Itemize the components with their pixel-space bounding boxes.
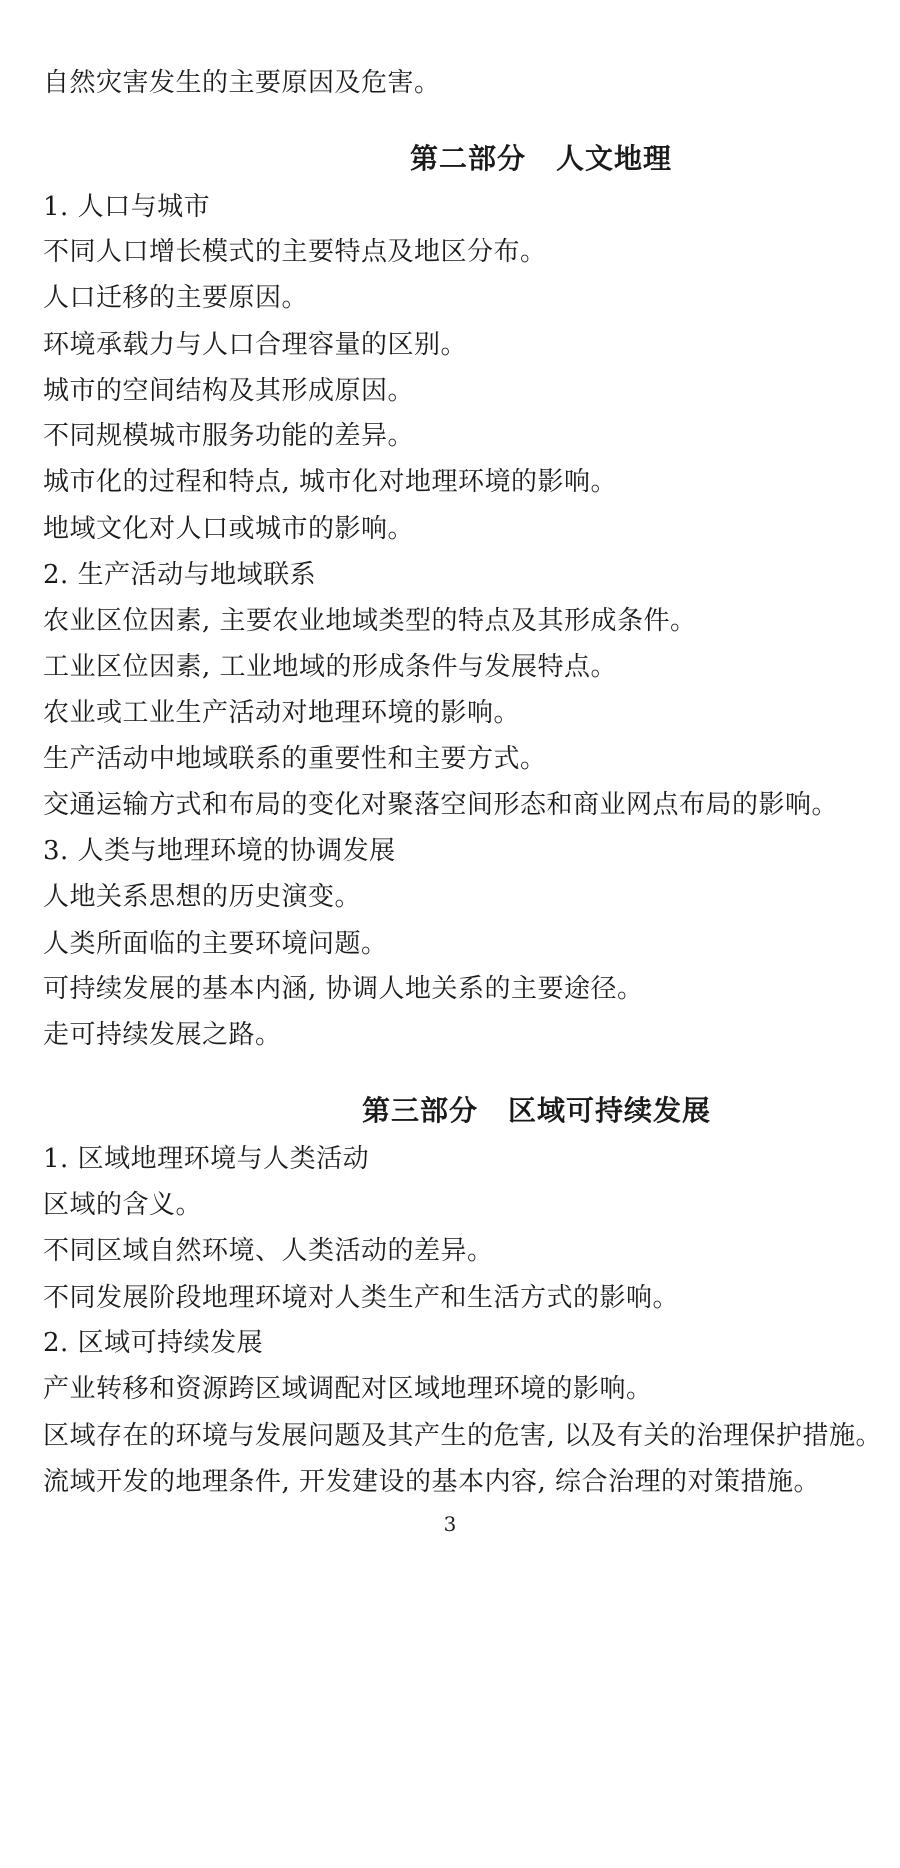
text-line: 人地关系思想的历史演变。 [43,882,362,912]
subsection-heading: 1. 区域地理环境与人类活动 [43,1144,370,1174]
section-heading-title: 区域可持续发展 [508,1094,712,1127]
text-line: 农业或工业生产活动对地理环境的影响。 [43,698,521,728]
text-line: 不同发展阶段地理环境对人类生产和生活方式的影响。 [43,1283,680,1313]
text-line: 不同人口增长模式的主要特点及地区分布。 [43,237,547,267]
text-line: 地域文化对人口或城市的影响。 [43,514,415,544]
subsection-heading: 1. 人口与城市 [43,192,211,222]
section-heading-part3 [362,1093,711,1129]
text-line: 农业区位因素, 主要农业地域类型的特点及其形成条件。 [43,606,697,636]
subsection-heading: 3. 人类与地理环境的协调发展 [43,836,396,866]
text-line: 不同区域自然环境、人类活动的差异。 [43,1236,494,1266]
text-line: 走可持续发展之路。 [43,1020,282,1050]
subsection-heading: 2. 生产活动与地域联系 [43,560,317,590]
text-line: 城市化的过程和特点, 城市化对地理环境的影响。 [43,467,618,497]
text-line: 自然灾害发生的主要原因及危害。 [43,68,441,98]
text-line: 人类所面临的主要环境问题。 [43,929,388,959]
section-heading-title: 人文地理 [556,142,673,175]
text-line: 流域开发的地理条件, 开发建设的基本内容, 综合治理的对策措施。 [43,1467,821,1497]
text-line: 产业转移和资源跨区域调配对区域地理环境的影响。 [43,1374,653,1404]
text-line: 人口迁移的主要原因。 [43,283,309,313]
text-line: 区域存在的环境与发展问题及其产生的危害, 以及有关的治理保护措施。 [43,1421,883,1451]
section-heading-label: 第三部分 [362,1094,479,1127]
subsection-heading: 2. 区域可持续发展 [43,1328,264,1358]
text-line: 交通运输方式和布局的变化对聚落空间形态和商业网点布局的影响。 [43,790,839,820]
text-line: 可持续发展的基本内涵, 协调人地关系的主要途径。 [43,974,644,1004]
text-line: 环境承载力与人口合理容量的区别。 [43,330,468,360]
text-line: 区域的含义。 [43,1190,203,1220]
text-line: 城市的空间结构及其形成原因。 [43,376,415,406]
text-line: 工业区位因素, 工业地域的形成条件与发展特点。 [43,652,618,682]
section-heading-label: 第二部分 [410,142,527,175]
page-number: 3 [443,1512,457,1536]
section-heading-part2 [410,141,672,177]
text-line: 生产活动中地域联系的重要性和主要方式。 [43,744,547,774]
text-line: 不同规模城市服务功能的差异。 [43,421,415,451]
